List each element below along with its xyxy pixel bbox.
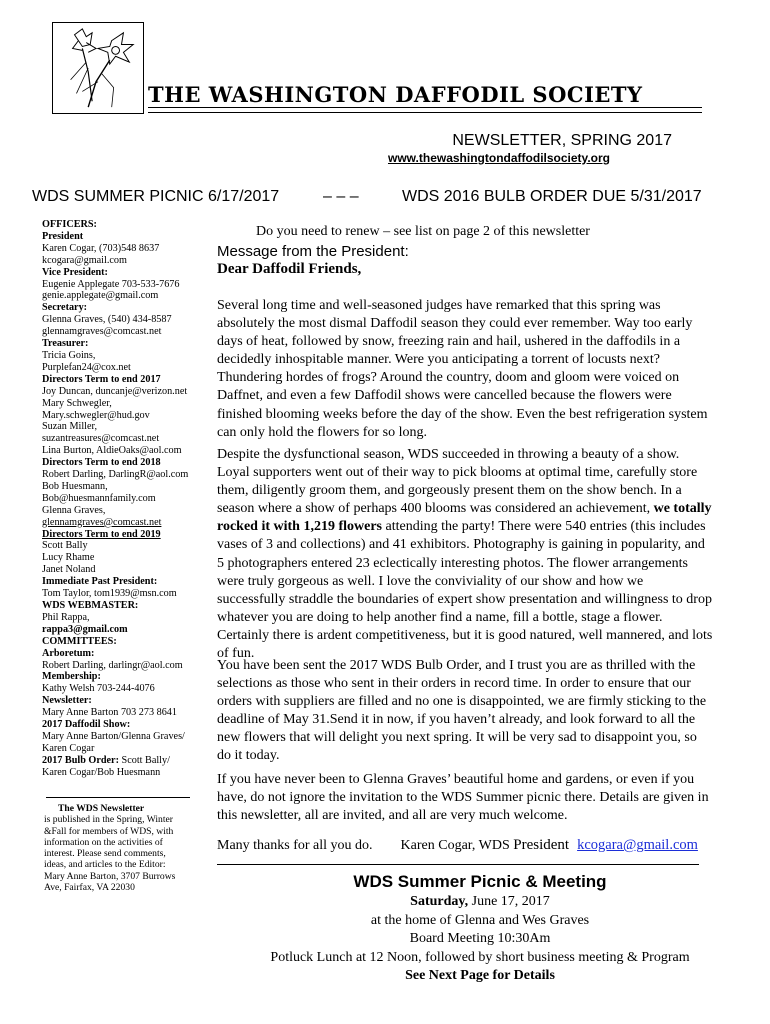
message-title: Message from the President: [217,243,409,260]
sidebar-line: Newsletter: [42,695,92,707]
signature-line [217,837,698,854]
sidebar-line: Membership: [42,671,101,683]
sidebar-line: Directors Term to end 2017 [42,373,161,385]
picnic-title: WDS Summer Picnic & Meeting [353,872,607,891]
picnic-location: at the home of Glenna and Wes Graves [370,912,590,928]
sidebar-line: Robert Darling, darlingr@aol.com [42,659,183,671]
sidebar-line: Robert Darling, DarlingR@aol.com [42,469,189,481]
sidebar-line: Mary Anne Barton 703 273 8641 [42,707,177,719]
sidebar-line: Karen Cogar, (703)548 8637 [42,242,160,254]
sidebar-line: Glenna Graves, (540) 434-8587 [42,314,172,326]
sidebar-line: President [42,230,84,242]
paragraph-line: finished blooming weeks before the day of the show. Even the best refrigeration system [217,406,708,422]
sidebar-line: Janet Noland [42,564,96,576]
sidebar-line: genie.applegate@gmail.com [42,290,159,302]
sidebar-line: 2017 Bulb Order: Scott Bally/ [42,754,170,766]
paragraph-line: 5 photographers entered 23 eclectically interesting photos. The flower arrangements [217,555,688,571]
paragraph-line: this newsletter, all are invited, and all are very much welcome. [217,808,568,824]
sidebar-divider [46,797,190,798]
sidebar-line: Tom Taylor, tom1939@msn.com [42,588,177,600]
signature-title: President [513,837,570,853]
newsletter-info-line: interest. Please send comments, [44,848,166,860]
sidebar-line: Purplefan24@cox.net [42,361,131,373]
society-title: THE WASHINGTON DAFFODIL SOCIETY [148,82,643,107]
paragraph-line: absolutely the most dismal Daffodil season they could ever remember. Way too early [217,316,693,332]
picnic-date: Saturday, June 17, 2017 [410,894,550,909]
website-link[interactable]: www.thewashingtondaffodilsociety.org [387,151,610,165]
paragraph-line: selections as those who sent in their orders in record time. In order to ensure that our [217,676,691,692]
paragraph-2 [217,446,717,663]
section-divider [217,864,699,865]
paragraph-line: can only hold the flowers for so long. [217,424,427,440]
sidebar-line: Arboretum: [42,647,95,659]
sidebar-line: Kathy Welsh 703-244-4076 [42,683,155,695]
sidebar-line: Phil Rappa, [42,611,90,623]
sidebar-line: Suzan Miller, [42,421,98,433]
sidebar-line: glennamgraves@comcast.net [42,326,162,338]
sidebar-line: WDS WEBMASTER: [42,600,139,611]
signature-name: Karen Cogar, WDS [400,838,510,853]
masthead-rule-bottom [148,112,702,113]
header-separator: – – – [323,188,359,205]
paragraph-line: rocked it with 1,219 flowers attending the party! There were 540 entries (this includes [217,519,706,535]
sidebar-line: Lucy Rhame [42,552,95,564]
newsletter-info-title: The WDS Newsletter [58,803,145,814]
greeting: Dear Daffodil Friends, [217,261,362,277]
sidebar-line: Directors Term to end 2018 [42,457,161,469]
sidebar-line: Vice President: [42,266,108,278]
paragraph-line: Thundering hordes of frogs? Around the country, doom and gloom were voiced on [217,370,680,386]
paragraph-line: were truly gorgeous as well. I love the conviviality of our show and how we [217,573,644,589]
newsletter-info-line: &Fall for members of WDS, with [44,825,174,837]
paragraph-line: You have been sent the 2017 WDS Bulb Order, and I trust you are as thrilled with the [217,658,696,673]
paragraph-line: Daffnet, and even a few Daffodil shows were cancelled because the flowers were [217,388,672,404]
renew-notice: Do you need to renew – see list on page 2 of this newsletter [256,224,590,239]
paragraph-line: whatever you are doing to help another find a name, fill a bottle, stage a flower. [217,609,663,625]
sidebar-line: Karen Cogar [42,742,95,754]
sidebar-line: Mary Schwegler, [42,397,112,409]
paragraph-line: Several long time and well-seasoned judges have remarked that this spring was [217,298,661,313]
paragraph-line: Certainly there is ardent competitiveness, but it is good natured, well mannered, and lots [217,627,713,643]
picnic-board-meeting: Board Meeting 10:30Am [409,931,551,946]
sidebar-line: suzantreasures@comcast.net [42,433,160,445]
sidebar-line: Mary Anne Barton/Glenna Graves/ [42,730,185,742]
sidebar-line: Joy Duncan, duncanje@verizon.net [42,385,188,397]
officers-sidebar [42,219,202,779]
masthead-rule-top [148,107,702,108]
paragraph-line: vases of 3 and collections) and 41 exhibitors. Photography is gaining in popularity, and [217,537,705,553]
paragraph-1 [217,297,717,442]
sidebar-line: Lina Burton, AldieOaks@aol.com [42,445,182,457]
sidebar-line: Mary.schwegler@hud.gov [42,409,150,421]
paragraph-line: them, diligently groom them, and gorgeously present them on the show bench. In a [217,483,682,499]
sidebar-line: Immediate Past President: [42,576,158,588]
newsletter-info-line: is published in the Spring, Winter [44,814,173,826]
paragraph-line: season where a show of perhaps 400 blooms was considered an achievement, we totally [217,501,712,517]
sidebar-line: Secretary: [42,302,88,314]
daffodil-illustration-icon [53,23,143,113]
sidebar-line: Bob@huesmannfamily.com [42,492,156,504]
picnic-announcement [217,871,743,986]
president-email-link[interactable]: kcogara@gmail.com [577,837,698,853]
paragraph-line: successfully straddle the boundaries of expert show presentation and willingness to drop [217,591,712,607]
paragraph-line: orders with suppliers are filled and no one is disappointed, we are firmly sticking to the [217,694,707,710]
paragraph-line: do it today. [217,748,280,764]
sidebar-line: Karen Cogar/Bob Huesmann [42,766,161,778]
paragraph-line: If you have never been to Glenna Graves’ beautiful home and gardens, or even if you [217,772,695,787]
sidebar-line: Directors Term to end 2019 [42,528,161,540]
picnic-next-page: See Next Page for Details [405,968,555,983]
sidebar-line: Scott Bally [42,540,88,552]
newsletter-info-line: ideas, and articles to the Editor: [44,859,166,871]
signature-thanks: Many thanks for all you do. [217,838,373,853]
sidebar-line: Eugenie Applegate 703-533-7676 [42,278,180,290]
paragraph-line: new flowers that will delight you next spring. It will be very sad to disappoint you, so [217,730,697,746]
paragraph-line: deadline of May 31.Send it in now, if you haven’t already, and look forward to all the [217,712,696,728]
paragraph-line: days of heat, followed by snow, freezing rain and hail, ushered in the daffodils in a [217,334,681,350]
paragraph-line: decidedly inhospitable manner. Were you anticipating a torrent of locusts next? [217,352,660,368]
sidebar-line: Glenna Graves, [42,504,106,516]
sidebar-line: OFFICERS: [42,219,97,230]
picnic-lunch: Potluck Lunch at 12 Noon, followed by short business meeting & Program [270,949,690,965]
paragraph-line: have, do not ignore the invitation to the WDS Summer picnic there. Details are given in [217,790,709,806]
paragraph-4 [217,771,717,825]
sidebar-line: Tricia Goins, [42,349,96,361]
sidebar-line: Bob Huesmann, [42,480,108,492]
newsletter-info [44,803,194,893]
newsletter-info-line: Ave, Fairfax, VA 22030 [44,882,135,894]
sidebar-line: glennamgraves@comcast.net [42,516,162,528]
paragraph-line: Despite the dysfunctional season, WDS succeeded in throwing a beauty of a show. [217,447,680,462]
newsletter-info-line: information on the activities of [44,836,163,848]
header-bulb-order-due: WDS 2016 BULB ORDER DUE 5/31/2017 [402,188,702,205]
newsletter-issue: NEWSLETTER, SPRING 2017 [452,132,672,149]
sidebar-line: Treasurer: [42,338,89,350]
paragraph-3 [217,657,717,766]
sidebar-line: kcogara@gmail.com [42,254,127,266]
daffodil-logo [52,22,144,114]
sidebar-line: 2017 Daffodil Show: [42,719,131,731]
paragraph-line: Loyal supporters went out of their way to pick blooms at optimal time, carefully store [217,465,698,481]
sidebar-line: COMMITTEES: [42,635,117,647]
sidebar-line: rappa3@gmail.com [42,623,128,635]
newsletter-info-line: Mary Anne Barton, 3707 Burrows [44,870,176,882]
header-picnic-date: WDS SUMMER PICNIC 6/17/2017 [32,188,280,205]
paragraph-line: of fun. [217,646,255,662]
